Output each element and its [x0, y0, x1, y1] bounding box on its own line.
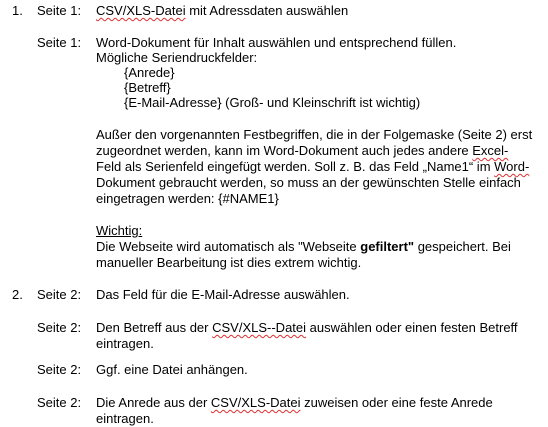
- page-label: Seite 2:: [37, 395, 82, 410]
- note-text: gespeichert. Bei: [414, 239, 511, 254]
- merge-field: {E-Mail-Adresse} (Groß- und Kleinschrift ist wichtig): [124, 95, 421, 110]
- step-text: Das Feld für die E-Mail-Adresse auswählen.: [96, 287, 350, 302]
- paragraph-term: Word-: [494, 159, 530, 174]
- step-text: Word-Dokument für Inhalt auswählen und entsprechend füllen.: [96, 35, 457, 50]
- page-label: Seite 1:: [37, 3, 82, 18]
- paragraph-line: Außer den vorgenannten Festbegriffen, die in der Folgemaske (Seite 2) erst: [96, 127, 533, 142]
- filetype-term: CSV/XLS-Datei: [210, 395, 301, 410]
- paragraph-line: Dokument gebraucht werden, so muss an der gewünschten Stelle einfach: [96, 175, 521, 190]
- paragraph-line: eingetragen werden: {#NAME1}: [96, 191, 279, 206]
- note-text: Die Webseite wird automatisch als "Webseite: [96, 239, 361, 254]
- paragraph-text: zugeordnet werden, kann im Word-Dokument auch jedes andere: [96, 143, 473, 158]
- page-label: Seite 2:: [37, 320, 82, 335]
- step-text: Ggf. eine Datei anhängen.: [96, 362, 248, 377]
- step-text-part: Den Betreff aus der: [96, 320, 213, 335]
- paragraph-line: [96, 143, 508, 159]
- list-number: 1.: [12, 3, 23, 18]
- paragraph-text: Feld als Serienfeld eingefügt werden. Soll z. B. das Feld „Name1“ im: [96, 159, 495, 174]
- step-text: [96, 3, 348, 19]
- note-heading: Wichtig:: [96, 223, 143, 238]
- note-line: manueller Bearbeitung ist dies extrem wichtig.: [96, 255, 362, 270]
- filetype-term: CSV/XLS-Datei: [96, 3, 186, 18]
- page-label: Seite 2:: [37, 362, 82, 377]
- step-text: eintragen.: [96, 411, 154, 426]
- page-label: Seite 1:: [37, 35, 82, 50]
- step-text: Mögliche Seriendruckfelder:: [96, 50, 258, 65]
- note-emphasis: gefiltert": [360, 239, 415, 254]
- step-text: [96, 395, 493, 411]
- paragraph-term: Excel-: [472, 143, 509, 158]
- step-text-part: zuweisen oder eine feste Anrede: [300, 395, 493, 410]
- filetype-term: CSV/XLS--Datei: [212, 320, 307, 335]
- step-text: [96, 320, 518, 336]
- step-text: eintragen.: [96, 336, 154, 351]
- step-text-rest: mit Adressdaten auswählen: [185, 3, 349, 18]
- paragraph-line: [96, 159, 529, 175]
- note-line: [96, 239, 511, 255]
- merge-field: {Anrede}: [124, 65, 175, 80]
- step-text-part: Die Anrede aus der: [96, 395, 211, 410]
- step-text-part: auswählen oder einen festen Betreff: [306, 320, 518, 335]
- page-label: Seite 2:: [37, 287, 82, 302]
- merge-field: {Betreff}: [124, 80, 171, 95]
- list-number: 2.: [12, 287, 23, 302]
